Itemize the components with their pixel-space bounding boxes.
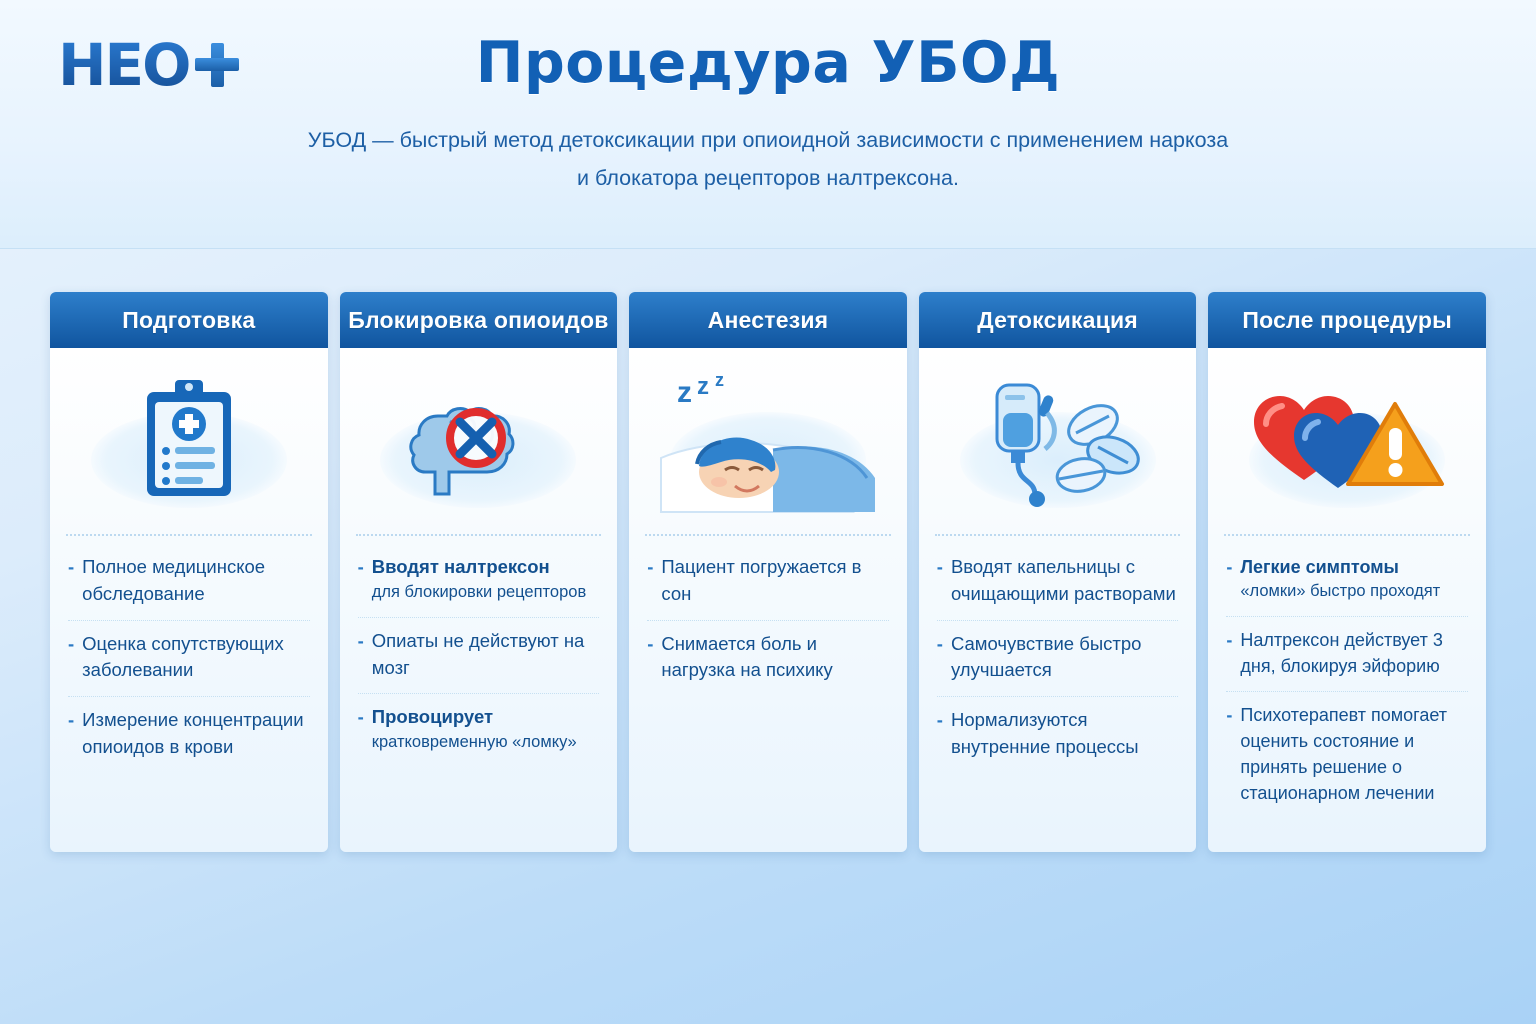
- list-item: [358, 554, 600, 618]
- list-item: [68, 631, 310, 698]
- page-title: Процедура УБОД: [475, 30, 1061, 96]
- bullet-text: Полное медицинское обследование: [82, 556, 266, 604]
- step-card-title: Блокировка опиоидов: [340, 292, 618, 348]
- step-card-illustration: [1208, 348, 1486, 534]
- process-steps: [50, 292, 1486, 852]
- bullet-text: Нормализуются внутренние процессы: [950, 709, 1139, 758]
- sleeping-patient-icon: [653, 366, 883, 516]
- list-item: [68, 554, 310, 621]
- bullet-subtext: «ломки» быстро проходят: [1240, 582, 1441, 601]
- brain-blocked-icon: [398, 376, 558, 506]
- step-card-title: Подготовка: [50, 292, 328, 348]
- bullet-dash: -: [68, 709, 75, 731]
- bullet-text: [372, 704, 577, 755]
- bullet-dash: -: [647, 632, 654, 654]
- bullet-text: Психотерапевт помогает оценить состояние и принять решение о стационарном лечении: [1240, 705, 1448, 804]
- bullet-subtext: кратковременную «ломку»: [371, 733, 577, 752]
- step-card-illustration: [919, 348, 1197, 534]
- step-card-title: Анестезия: [629, 292, 907, 348]
- brand-logo: [58, 31, 239, 99]
- list-item: [937, 631, 1179, 698]
- list-item: [1226, 627, 1468, 692]
- bullet-dash: -: [936, 556, 943, 577]
- bullet-text-bold: Легкие симптомы: [1240, 557, 1399, 577]
- subtitle-line-1: УБОД — быстрый метод детоксикации при опиоидной зависимости с применением наркоза: [307, 128, 1229, 152]
- list-item: [937, 554, 1179, 621]
- list-item: [937, 707, 1179, 773]
- list-item: [358, 628, 600, 695]
- heart-warning-icon: [1242, 376, 1452, 506]
- iv-drip-pills-icon: [963, 371, 1153, 511]
- step-card-illustration: [629, 348, 907, 534]
- medical-cross-icon: [195, 43, 239, 87]
- bullet-dash: -: [68, 556, 75, 577]
- bullet-subtext: для блокировки рецепторов: [371, 582, 587, 601]
- bullet-text-bold: Вводят налтрексон: [371, 556, 550, 577]
- step-card-illustration: [50, 348, 328, 534]
- step-card-bullets: [919, 536, 1197, 852]
- bullet-dash: -: [357, 706, 364, 728]
- bullet-text: Пациент погружается в сон: [661, 556, 862, 604]
- step-card-bullets: [629, 536, 907, 852]
- step-card-anesthesia: [629, 292, 907, 852]
- bullet-text: Измерение концентрации опиоидов в крови: [82, 709, 304, 758]
- step-card-illustration: [340, 348, 618, 534]
- list-item: [1226, 554, 1468, 617]
- bullet-dash: -: [1226, 557, 1233, 577]
- bullet-text: Снимается боль и нагрузка на психику: [661, 632, 833, 681]
- bullet-dash: -: [1226, 630, 1233, 651]
- subtitle-line-2: и блокатора рецепторов налтрексона.: [577, 165, 959, 190]
- list-item: [1226, 702, 1468, 818]
- list-item: [68, 707, 310, 773]
- bullet-text: Опиаты не действуют на мозг: [371, 629, 585, 678]
- bullet-dash: -: [936, 632, 943, 654]
- bullet-text: Самочувствие быстро улучшается: [950, 632, 1142, 681]
- list-item: [647, 631, 889, 697]
- list-item: [647, 554, 889, 621]
- bullet-text: [1240, 554, 1440, 604]
- bullet-dash: -: [647, 556, 654, 577]
- step-card-title: Детоксикация: [919, 292, 1197, 348]
- svg-text:z: z: [696, 373, 709, 400]
- step-card-title: После процедуры: [1208, 292, 1486, 348]
- step-card-preparation: [50, 292, 328, 852]
- svg-text:z: z: [714, 370, 724, 390]
- page-subtitle: [178, 122, 1358, 197]
- step-card-bullets: [1208, 536, 1486, 852]
- bullet-dash: -: [68, 632, 75, 654]
- step-card-bullets: [340, 536, 618, 852]
- bullet-dash: -: [1226, 705, 1233, 726]
- bullet-text: Налтрексон действует 3 дня, блокируя эйфорию: [1240, 630, 1443, 677]
- clipboard-medical-icon: [129, 376, 249, 506]
- bullet-text: [372, 554, 586, 605]
- bullet-text: Оценка сопутствующих заболевании: [82, 632, 284, 681]
- svg-text:z: z: [676, 376, 692, 409]
- bullet-dash: -: [936, 709, 943, 731]
- list-item: [358, 704, 600, 767]
- step-card-aftercare: [1208, 292, 1486, 852]
- bullet-dash: -: [357, 556, 364, 577]
- bullet-text: Вводят капельницы с очищающими растворами: [950, 556, 1176, 604]
- bullet-text-bold: Провоцирует: [371, 706, 494, 728]
- bullet-dash: -: [357, 629, 364, 651]
- step-card-detox: [919, 292, 1197, 852]
- brand-logo-text: HEO: [58, 31, 190, 99]
- page-header: [0, 0, 1536, 249]
- step-card-bullets: [50, 536, 328, 852]
- step-card-opioid-blocking: [340, 292, 618, 852]
